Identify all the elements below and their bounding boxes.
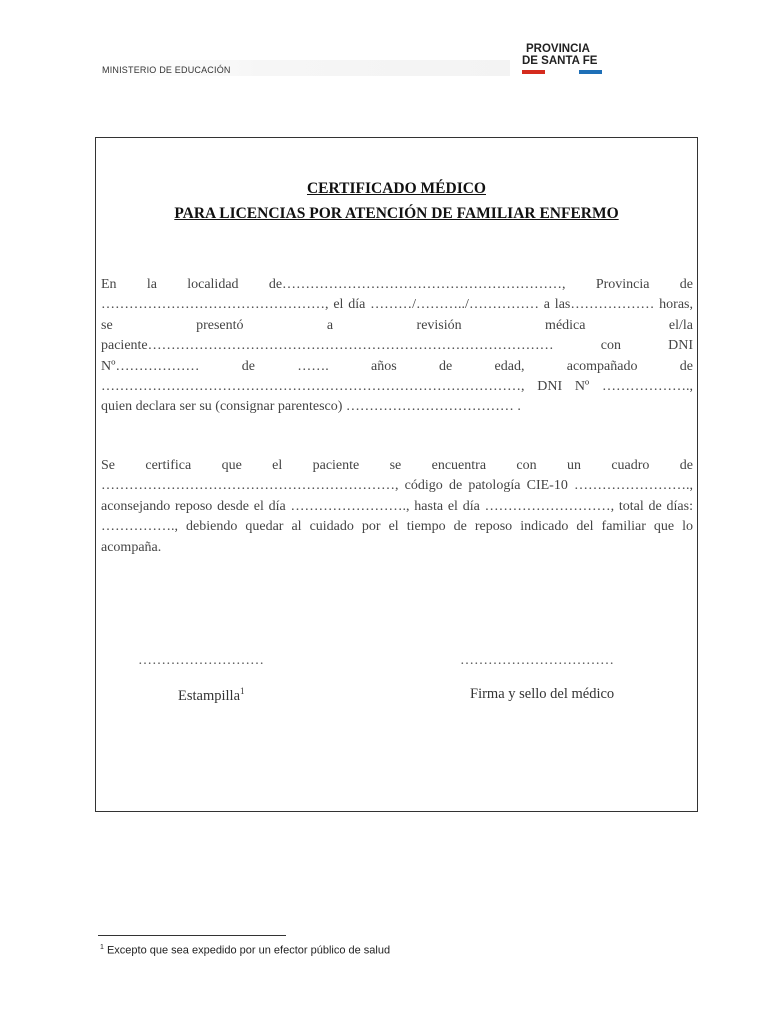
footnote-text: Excepto que sea expedido por un efector público de salud <box>103 944 391 957</box>
province-logo <box>522 43 602 74</box>
stamp-label <box>178 686 245 705</box>
logo-bar-white <box>551 70 574 74</box>
stamp-label-text: Estampilla <box>178 687 241 704</box>
logo-line-province: PROVINCIA <box>526 43 590 55</box>
certificate-paragraph-patient: En la localidad de……………………………………………………, Provincia de …………………………………………, el día ………/………../…………… a las……………… horas, se presentó a revisión médica el/la paciente…………………………………………………………………………… con DNI Nº……………… de ……. años de edad, acompañado de ………………………………………………………………………………, DNI Nº ………………., quien declara ser su (consignar parentesco) ……………………………… . <box>101 277 693 415</box>
certificate-subtitle: PARA LICENCIAS POR ATENCIÓN DE FAMILIAR ENFERMO <box>174 205 619 222</box>
doctor-signature-line: …………………………… <box>460 653 614 668</box>
logo-color-bars <box>522 70 602 74</box>
ministry-name: MINISTERIO DE EDUCACIÓN <box>102 65 231 75</box>
certificate-paragraph-diagnosis: Se certifica que el paciente se encuentra con un cuadro de ………………………………………………………, código de patología CIE-10 ……………………., aconsejando reposo desde el día ……………………., hasta el día ………………………, total de días: ……………., debiendo quedar al cuidado por el tiempo de reposo indicado del familiar que lo acompaña. <box>101 458 693 555</box>
certificate-box <box>95 137 698 812</box>
certificate-title: CERTIFICADO MÉDICO <box>306 180 486 197</box>
doctor-signature-label: Firma y sello del médico <box>470 686 615 702</box>
footnote <box>100 944 390 957</box>
footnote-rule <box>98 935 286 936</box>
logo-line-santa-fe: DE SANTA FE <box>522 55 598 67</box>
logo-bar-red <box>522 70 545 74</box>
footnote-mark: 1 <box>100 944 104 951</box>
logo-bar-blue <box>579 70 602 74</box>
stamp-signature-line: ……………………… <box>138 653 264 668</box>
stamp-footnote-ref: 1 <box>240 686 245 696</box>
